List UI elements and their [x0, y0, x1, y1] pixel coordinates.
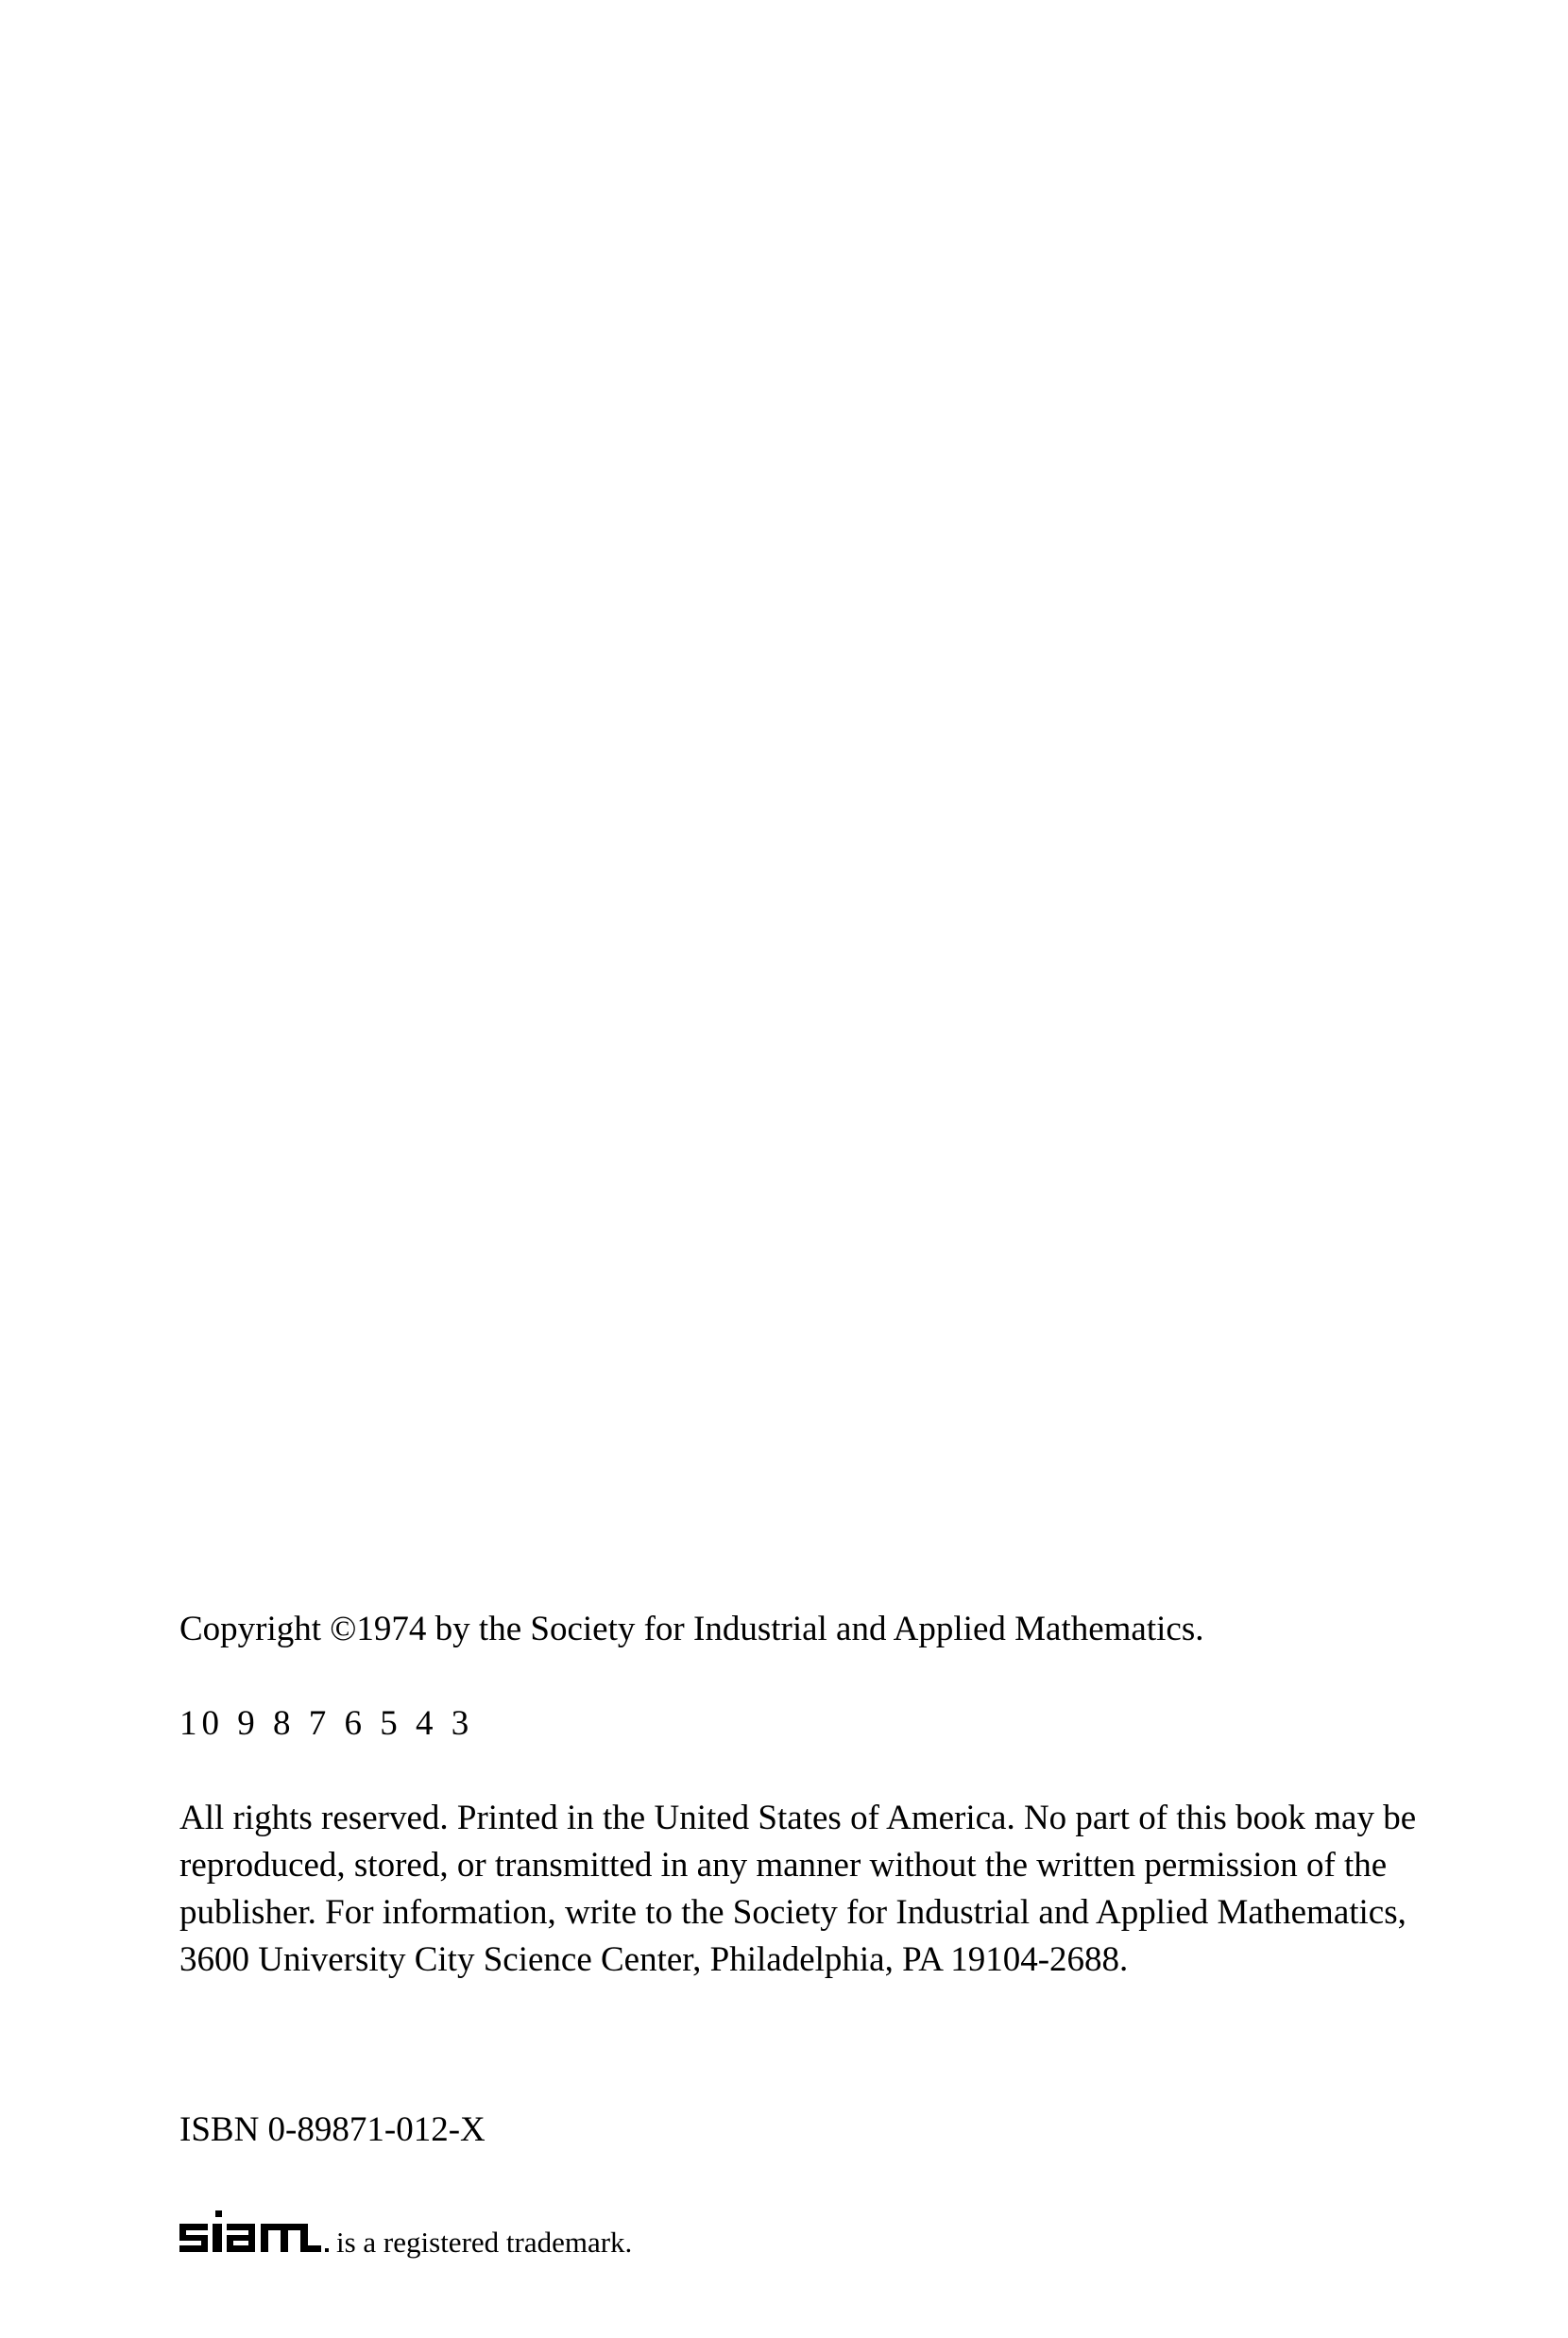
rights-line: reproduced, stored, or transmitted in any manner without the written permission of the: [179, 1846, 1388, 1885]
rights-line: 3600 University City Science Center, Philadelphia, PA 19104-2688.: [179, 1940, 1129, 1979]
trademark-text: is a registered trademark.: [336, 2226, 633, 2259]
rights-statement: [179, 1795, 1416, 1984]
rights-line: publisher. For information, write to the Society for Industrial and Applied Mathematics,: [179, 1893, 1406, 1932]
siam-logo: [179, 2210, 331, 2254]
trademark-notice: [179, 2210, 633, 2259]
copyright-notice: Copyright ©1974 by the Society for Industrial and Applied Mathematics.: [179, 1610, 1204, 1648]
print-line: 10 9 8 7 6 5 4 3: [179, 1704, 474, 1743]
rights-line: All rights reserved. Printed in the United States of America. No part of this book may be: [179, 1799, 1417, 1837]
isbn: ISBN 0-89871-012-X: [179, 2110, 486, 2149]
